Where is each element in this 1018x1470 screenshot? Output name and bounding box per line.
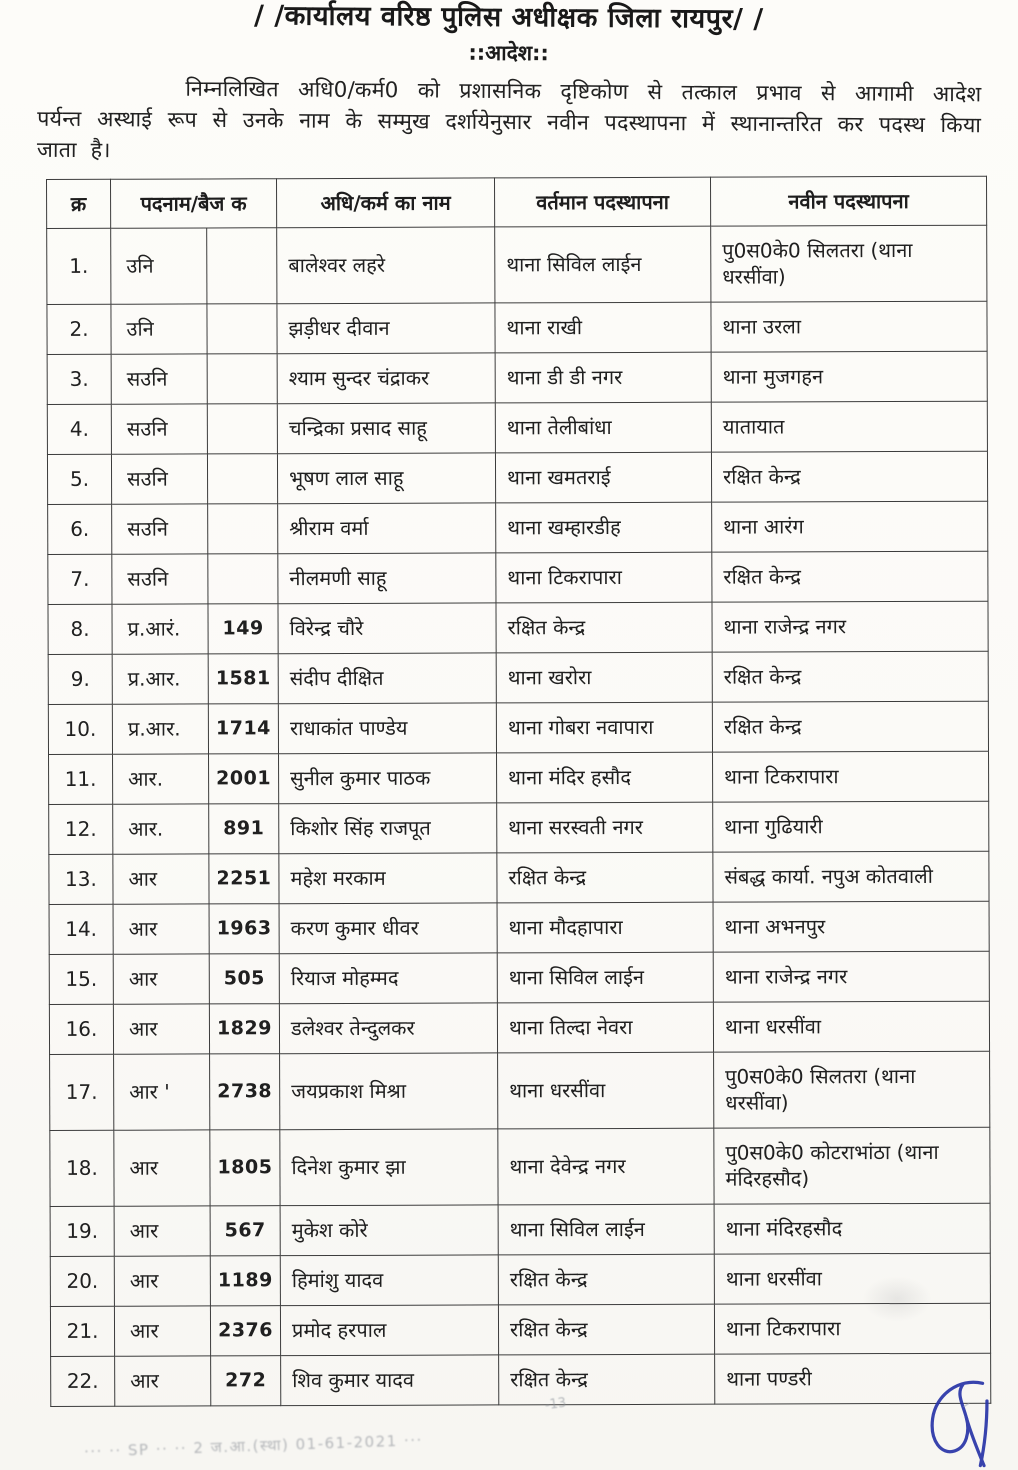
cell-serial-number: 15. [49, 954, 113, 1004]
page-title: / /कार्यालय वरिष्ठ पुलिस अधीक्षक जिला रायपुर/ / [253, 0, 764, 35]
cell-badge-number [208, 554, 278, 604]
cell-badge-number: 1963 [209, 904, 279, 954]
cell-serial-number: 6. [48, 504, 112, 554]
header-new-posting: नवीन पदस्थापना [711, 176, 987, 226]
cell-badge-number [207, 354, 277, 404]
cell-current-posting: थाना सिविल लाईन [497, 952, 713, 1003]
cell-serial-number: 8. [48, 604, 112, 654]
table-body [47, 225, 991, 1406]
header-current-posting: वर्तमान पदस्थापना [495, 177, 711, 227]
cell-current-posting: रक्षित केन्द्र [496, 602, 712, 653]
table-row [50, 1303, 990, 1356]
cell-rank: आर [113, 904, 209, 954]
cell-current-posting: थाना मौदहापारा [497, 902, 713, 953]
cell-rank: प्र.आर. [112, 654, 208, 704]
cell-rank: आर [115, 1356, 211, 1406]
cell-current-posting: थाना टिकरापारा [496, 552, 712, 603]
cell-officer-name: प्रमोद हरपाल [280, 1305, 498, 1356]
cell-badge-number [207, 228, 277, 304]
cell-new-posting: थाना राजेन्द्र नगर [712, 601, 988, 652]
cell-officer-name: राधाकांत पाण्डेय [278, 703, 496, 754]
cell-new-posting: रक्षित केन्द्र [712, 551, 988, 602]
cell-serial-number: 20. [50, 1256, 114, 1306]
cell-new-posting: थाना टिकरापारा [714, 1303, 990, 1354]
cell-current-posting: थाना सिविल लाईन [495, 226, 711, 303]
cell-badge-number: 2738 [210, 1054, 280, 1130]
table-row [48, 601, 988, 654]
cell-officer-name: किशोर सिंह राजपूत [279, 803, 497, 854]
cell-current-posting: थाना तेलीबांधा [495, 402, 711, 453]
cell-current-posting: थाना गोबरा नवापारा [496, 702, 712, 753]
cell-new-posting: संबद्ध कार्या. नपुअ कोतवाली [713, 851, 989, 902]
cell-officer-name: बालेश्वर लहरे [277, 227, 495, 304]
cell-badge-number [207, 404, 277, 454]
cell-officer-name: संदीप दीक्षित [278, 653, 496, 704]
cell-badge-number: 272 [211, 1356, 281, 1406]
cell-officer-name: श्रीराम वर्मा [278, 503, 496, 554]
cell-officer-name: मुकेश कोरे [280, 1205, 498, 1256]
table-row [47, 451, 987, 504]
cell-rank: आर ' [114, 1054, 210, 1130]
cell-rank: प्र.आरं. [112, 604, 208, 654]
cell-serial-number: 14. [49, 904, 113, 954]
cell-serial-number: 5. [47, 454, 111, 504]
table-row [49, 751, 989, 804]
cell-serial-number: 12. [49, 804, 113, 854]
cell-new-posting: थाना राजेन्द्र नगर [713, 951, 989, 1002]
cell-current-posting: थाना खरोरा [496, 652, 712, 703]
cell-serial-number: 4. [47, 404, 111, 454]
cell-new-posting: पु0स0के0 कोटराभांठा (थाना मंदिरहसौद) [714, 1127, 990, 1204]
cell-new-posting: पु0स0के0 सिलतरा (थाना धरसींवा) [714, 1051, 990, 1128]
cell-officer-name: शिव कुमार यादव [281, 1355, 499, 1406]
cell-new-posting: थाना धरसींवा [713, 1001, 989, 1052]
cell-serial-number: 21. [50, 1306, 114, 1356]
cell-officer-name: महेश मरकाम [279, 853, 497, 904]
table-row [49, 851, 989, 904]
cell-current-posting: थाना तिल्दा नेवरा [497, 1002, 713, 1053]
cell-current-posting: थाना डी डी नगर [495, 352, 711, 403]
table-row [48, 551, 988, 604]
cell-rank: प्र.आर. [112, 704, 208, 754]
table-row [50, 1051, 990, 1130]
cell-rank: आर. [113, 804, 209, 854]
transfer-table [46, 176, 991, 1407]
footer-page-mark: -13 [544, 1395, 568, 1414]
cell-rank: आर. [113, 754, 209, 804]
table-row [47, 301, 987, 354]
header-rank-badge: पदनाम/बैज क [111, 179, 277, 229]
cell-officer-name: रियाज मोहम्मद [279, 953, 497, 1004]
cell-current-posting: थाना सरस्वती नगर [497, 802, 713, 853]
table-row [47, 401, 987, 454]
cell-officer-name: विरेन्द्र चौरे [278, 603, 496, 654]
table-row [48, 501, 988, 554]
cell-officer-name: सुनील कुमार पाठक [279, 753, 497, 804]
cell-badge-number: 149 [208, 604, 278, 654]
scan-smudge [862, 1276, 932, 1322]
table-row [50, 1253, 990, 1306]
cell-current-posting: थाना खम्हारडीह [496, 502, 712, 553]
cell-badge-number [207, 304, 277, 354]
cell-badge-number: 1805 [210, 1130, 280, 1206]
cell-officer-name: नीलमणी साहू [278, 553, 496, 604]
cell-officer-name: करण कुमार धीवर [279, 903, 497, 954]
cell-new-posting: थाना उरला [711, 301, 987, 352]
transfer-table-container [46, 176, 990, 1407]
cell-serial-number: 13. [49, 854, 113, 904]
cell-new-posting: थाना धरसींवा [714, 1253, 990, 1304]
cell-rank: आर [113, 1004, 209, 1054]
cell-serial-number: 3. [47, 354, 111, 404]
cell-serial-number: 18. [50, 1130, 114, 1206]
cell-badge-number: 1581 [208, 654, 278, 704]
cell-current-posting: थाना खमतराई [495, 452, 711, 503]
cell-current-posting: थाना राखी [495, 302, 711, 353]
cell-new-posting: पु0स0के0 सिलतरा (थाना धरसींवा) [711, 225, 987, 302]
cell-officer-name: दिनेश कुमार झा [280, 1129, 498, 1206]
table-row [50, 1127, 990, 1206]
cell-badge-number: 2251 [209, 854, 279, 904]
cell-rank: आर [113, 954, 209, 1004]
cell-serial-number: 9. [48, 654, 112, 704]
cell-rank: आर [114, 1130, 210, 1206]
cell-current-posting: रक्षित केन्द्र [499, 1354, 715, 1405]
cell-badge-number: 1189 [210, 1256, 280, 1306]
table-row [48, 701, 988, 754]
cell-rank: आर [114, 1256, 210, 1306]
cell-rank: सउनि [111, 404, 207, 454]
cell-officer-name: डलेश्वर तेन्दुलकर [279, 1003, 497, 1054]
cell-badge-number: 891 [209, 804, 279, 854]
table-row [49, 801, 989, 854]
cell-officer-name: जयप्रकाश मिश्रा [280, 1053, 498, 1130]
table-row [49, 1001, 989, 1054]
cell-officer-name: चन्द्रिका प्रसाद साहू [277, 403, 495, 454]
cell-new-posting: थाना आरंग [712, 501, 988, 552]
cell-rank: सउनि [111, 454, 207, 504]
cell-new-posting: थाना गुढियारी [713, 801, 989, 852]
cell-current-posting: थाना सिविल लाईन [498, 1204, 714, 1255]
cell-serial-number: 7. [48, 554, 112, 604]
signature-ink [906, 1376, 1018, 1470]
table-row [50, 1203, 990, 1256]
cell-serial-number: 17. [50, 1054, 114, 1130]
cell-serial-number: 16. [49, 1004, 113, 1054]
cell-current-posting: थाना धरसींवा [498, 1052, 714, 1129]
cell-new-posting: थाना मंदिरहसौद [714, 1203, 990, 1254]
cell-serial-number: 1. [47, 228, 111, 304]
cell-badge-number [207, 454, 277, 504]
cell-officer-name: भूषण लाल साहू [277, 453, 495, 504]
cell-officer-name: हिमांशु यादव [280, 1255, 498, 1306]
cell-rank: आर [113, 854, 209, 904]
cell-rank: उनि [111, 304, 207, 354]
cell-badge-number: 567 [210, 1206, 280, 1256]
cell-new-posting: रक्षित केन्द्र [712, 701, 988, 752]
cell-badge-number: 2001 [209, 754, 279, 804]
cell-new-posting: रक्षित केन्द्र [711, 451, 987, 502]
table-row [48, 651, 988, 704]
cell-new-posting: यातायात [711, 401, 987, 452]
table-row [49, 951, 989, 1004]
cell-badge-number [208, 504, 278, 554]
cell-rank: आर [114, 1306, 210, 1356]
cell-badge-number: 2376 [210, 1306, 280, 1356]
cell-current-posting: रक्षित केन्द्र [498, 1254, 714, 1305]
cell-officer-name: झड़ीधर दीवान [277, 303, 495, 354]
footer-reference: ··· ·· SP ·· ·· 2 ज.आ.(स्था) 01-61-2021 ··· [83, 1431, 424, 1461]
header-name: अधि/कर्म का नाम [277, 178, 495, 228]
cell-rank: सउनि [112, 504, 208, 554]
cell-badge-number: 1714 [208, 704, 278, 754]
cell-serial-number: 19. [50, 1206, 114, 1256]
cell-new-posting: रक्षित केन्द्र [712, 651, 988, 702]
cell-serial-number: 2. [47, 304, 111, 354]
table-row [47, 225, 987, 304]
cell-rank: सउनि [112, 554, 208, 604]
cell-current-posting: रक्षित केन्द्र [498, 1304, 714, 1355]
order-heading: ::आदेश:: [468, 40, 549, 66]
table-row [49, 901, 989, 954]
cell-serial-number: 22. [51, 1356, 115, 1406]
cell-rank: उनि [111, 228, 207, 304]
cell-serial-number: 11. [49, 754, 113, 804]
cell-new-posting: थाना पण्डरी [715, 1353, 991, 1404]
intro-paragraph: निम्नलिखित अधि0/कर्म0 को प्रशासनिक दृष्टिकोण से तत्काल प्रभाव से आगामी आदेश पर्यन्त अस्थाई रूप से उनके नाम के सम्मुख दर्शायेनुसार नवीन पदस्थापना में स्थानान्तरित कर पदस्थ किया जाता है। [36, 76, 982, 164]
document-header [0, 0, 1018, 173]
table-header-row [47, 176, 987, 228]
cell-rank: सउनि [111, 354, 207, 404]
cell-new-posting: थाना अभनपुर [713, 901, 989, 952]
cell-rank: आर [114, 1206, 210, 1256]
cell-current-posting: रक्षित केन्द्र [497, 852, 713, 903]
cell-current-posting: थाना देवेन्द्र नगर [498, 1128, 714, 1205]
cell-new-posting: थाना टिकरापारा [713, 751, 989, 802]
table-row [47, 351, 987, 404]
cell-badge-number: 1829 [209, 1004, 279, 1054]
table-row [51, 1353, 991, 1406]
cell-serial-number: 10. [48, 704, 112, 754]
cell-new-posting: थाना मुजगहन [711, 351, 987, 402]
header-sr: क्र [47, 179, 111, 228]
cell-current-posting: थाना मंदिर हसौद [497, 752, 713, 803]
cell-badge-number: 505 [209, 954, 279, 1004]
cell-officer-name: श्याम सुन्दर चंद्राकर [277, 353, 495, 404]
